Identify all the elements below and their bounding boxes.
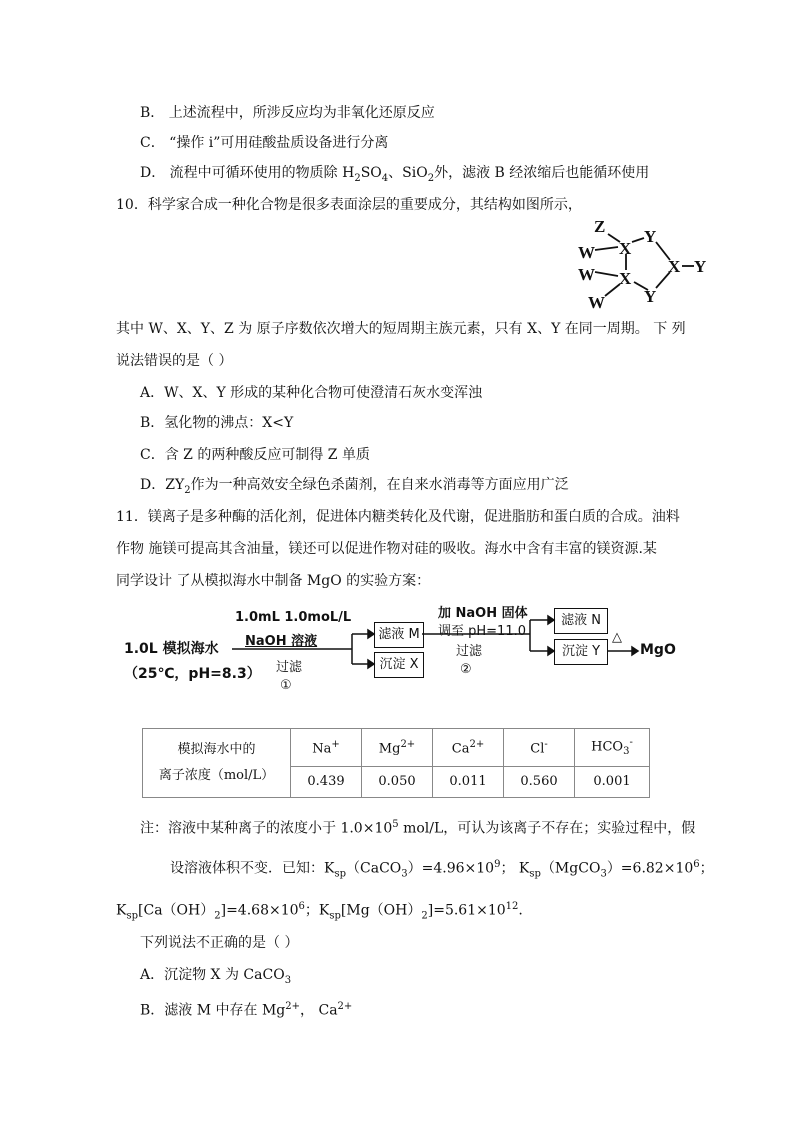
atom-x-bottom: X bbox=[619, 269, 632, 288]
q11-note-1: 注：溶液中某种离子的浓度小于 $1.0\times 10^5$ mol/L，可认为该离子不存在；实验过程中，假 bbox=[140, 819, 696, 837]
value-cell: 0.011 bbox=[433, 766, 504, 797]
value-cell: 0.560 bbox=[504, 766, 575, 797]
value-cell: 0.050 bbox=[362, 766, 433, 797]
q9-option-b: B． 上述流程中，所涉反应均为非氧化还原反应 bbox=[140, 105, 435, 121]
q11-option-b: B．滤液 M 中存在 $Mg^{2+}$， $Ca^{2+}$ bbox=[140, 1001, 353, 1019]
ion-cell: $Mg^{2+}$ bbox=[362, 729, 433, 767]
q10-description-2: 说法错误的是（ ） bbox=[116, 353, 233, 369]
flow-step-1: ① bbox=[280, 678, 292, 693]
ion-cell: $HCO_3^-$ bbox=[575, 729, 650, 767]
q9-option-c: C． “操作 i”可用硅酸盐质设备进行分离 bbox=[140, 135, 389, 151]
flow-reagent-2: 加 NaOH 固体 bbox=[438, 606, 528, 621]
atom-x-right: X bbox=[668, 257, 681, 276]
atom-y-bottom: Y bbox=[644, 287, 657, 306]
flow-filter-1: 过滤 bbox=[276, 660, 303, 675]
flow-reagent-1b: NaOH 溶液 bbox=[245, 634, 318, 649]
ion-cell: $Ca^{2+}$ bbox=[433, 729, 504, 767]
ion-cell: Na+ bbox=[291, 729, 362, 767]
q10-stem: 10．科学家合成一种化合物是很多表面涂层的重要成分，其结构如图所示， bbox=[116, 197, 582, 213]
product-mgo: MgO bbox=[640, 642, 676, 658]
value-cell: 0.001 bbox=[575, 766, 650, 797]
q10-description-1: 其中 W、X、Y、Z 为 原子序数依次增大的短周期主族元素，只有 X、Y 在同一周期。 下 列 bbox=[116, 321, 686, 337]
q11-note-3: $K_{sp}[Ca(OH)_2]=4.68\times 10^6$；$K_{sp}[Mg(OH)_2]=5.61\times 10^{12}$. bbox=[116, 901, 523, 922]
precipitate-y-box: 沉淀 Y bbox=[554, 639, 608, 665]
q10-option-a: A．W、X、Y 形成的某种化合物可使澄清石灰水变浑浊 bbox=[140, 385, 483, 401]
atom-w-1: W bbox=[578, 243, 595, 262]
ion-concentration-table bbox=[142, 728, 650, 798]
q11-stem-2: 作物 施镁可提高其含油量，镁还可以促进作物对硅的吸收。海水中含有丰富的镁资源.某 bbox=[116, 541, 657, 557]
atom-y-right: Y bbox=[694, 257, 707, 276]
filtrate-m-box: 滤液 M bbox=[374, 622, 424, 648]
flow-filter-2: 过滤 bbox=[456, 644, 483, 659]
atom-y-top: Y bbox=[644, 227, 657, 246]
table-row bbox=[143, 729, 650, 767]
flow-start-conditions: （25℃，pH=8.3） bbox=[124, 666, 261, 682]
q11-stem-1: 11．镁离子是多种酶的活化剂，促进体内糖类转化及代谢，促进脂肪和蛋白质的合成。油料 bbox=[116, 509, 680, 525]
q11-question: 下列说法不正确的是（ ） bbox=[140, 935, 299, 951]
value-cell: 0.439 bbox=[291, 766, 362, 797]
q10-option-c: C．含 Z 的两种酸反应可制得 Z 单质 bbox=[140, 447, 370, 463]
atom-z: Z bbox=[594, 217, 606, 236]
table-header-cell: 模拟海水中的 离子浓度（mol/L） bbox=[143, 729, 291, 798]
q11-stem-3: 同学设计 了从模拟海水中制备 MgO 的实验方案： bbox=[116, 573, 431, 589]
q10-option-b: B．氢化物的沸点：X<Y bbox=[140, 415, 294, 431]
flow-reagent-2b: 调至 pH=11.0 bbox=[438, 624, 526, 639]
precipitate-x-box: 沉淀 X bbox=[374, 652, 424, 678]
q11-option-a: A．沉淀物 X 为 CaCO$_3$ bbox=[140, 967, 292, 986]
flow-step-2: ② bbox=[460, 662, 472, 677]
flow-start-label: 1.0L 模拟海水 bbox=[124, 641, 219, 657]
q10-option-d: D．$ZY_2$作为一种高效安全绿色杀菌剂，在自来水消毒等方面应用广泛 bbox=[140, 477, 569, 496]
q11-note-2: 设溶液体积不变．已知：$K_{sp}(CaCO_3)=4.96\times 10^9$； $K_{sp}(MgCO_3)=6.82\times 10^6$； bbox=[170, 859, 714, 880]
ion-cell: Cl- bbox=[504, 729, 575, 767]
atom-w-2: W bbox=[578, 265, 595, 284]
atom-x-top: X bbox=[619, 239, 632, 258]
q9-option-d: D． 流程中可循环使用的物质除 $H_2SO_4$、SiO$_2$外，滤液 B 经浓缩后也能循环使用 bbox=[140, 165, 650, 184]
atom-w-3: W bbox=[588, 293, 605, 310]
heat-symbol: △ bbox=[612, 630, 622, 645]
filtrate-n-box: 滤液 N bbox=[554, 608, 608, 634]
flow-reagent-1: 1.0mL 1.0moL/L bbox=[235, 610, 352, 625]
